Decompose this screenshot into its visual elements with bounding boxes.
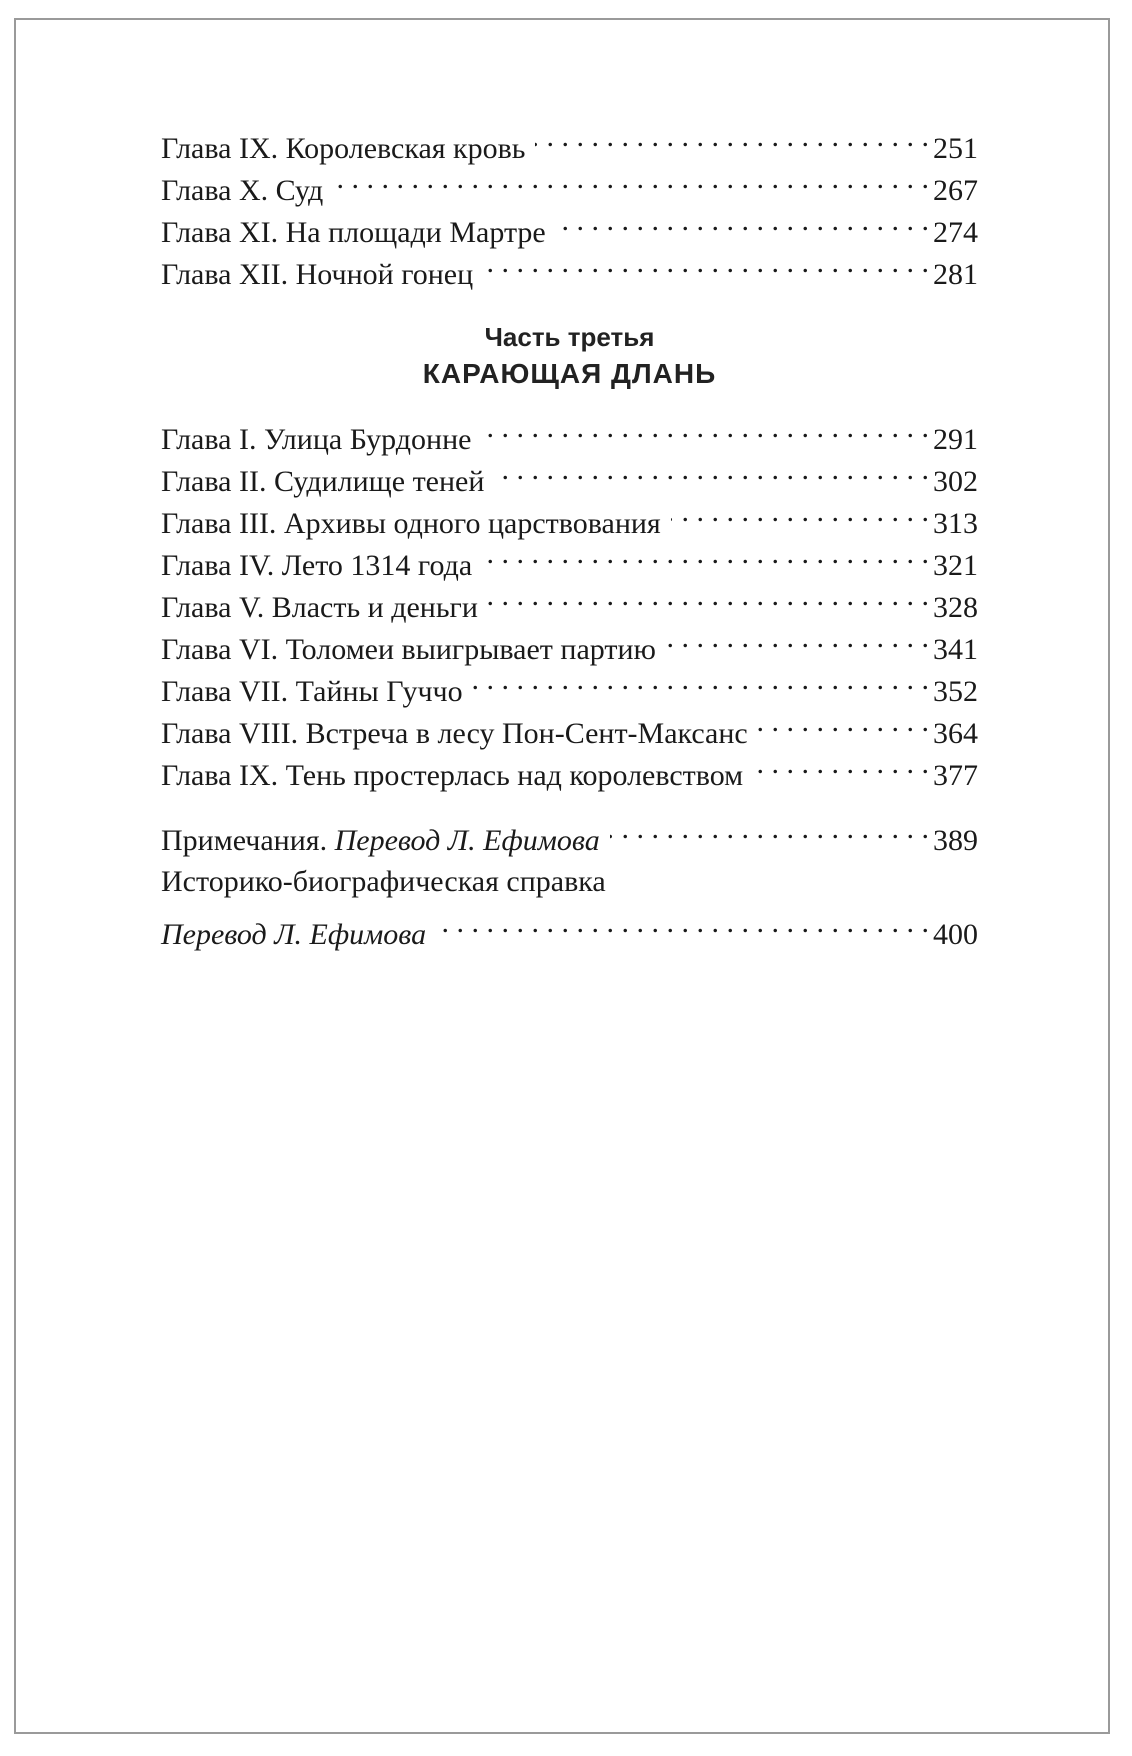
- dot-leader: [666, 617, 929, 659]
- dot-leader: [483, 242, 929, 284]
- toc-entry-page: 400: [933, 918, 978, 951]
- toc-entry-page: 281: [933, 258, 978, 291]
- toc-entry-page: 389: [933, 824, 978, 857]
- toc-entry-page: 313: [933, 507, 978, 540]
- toc-entry-title: Глава XII. Ночной гонец: [161, 258, 474, 291]
- toc-entry-title: Глава XI. На площади Мартре: [161, 216, 546, 249]
- toc-entry-title: Глава IX. Королевская кровь: [161, 132, 526, 165]
- dot-leader: [436, 902, 929, 944]
- toc-entry[interactable]: [161, 116, 978, 165]
- toc-entry-title: Глава X. Суд: [161, 174, 324, 207]
- dot-leader: [494, 449, 929, 491]
- toc-entry-bio[interactable]: [161, 902, 978, 951]
- toc-entry-page: 364: [933, 717, 978, 750]
- toc-entry[interactable]: [161, 407, 978, 456]
- dot-leader: [535, 116, 929, 158]
- toc-part2-tail: [161, 116, 978, 291]
- toc-entry-page: 251: [933, 132, 978, 165]
- toc-entry-notes[interactable]: [161, 808, 978, 857]
- toc-entry-page: 377: [933, 759, 978, 792]
- dot-leader: [473, 659, 929, 701]
- toc-entry-page: 328: [933, 591, 978, 624]
- toc-appendix: [161, 808, 978, 951]
- bio-title[interactable]: Историко-биографическая справка: [161, 865, 606, 898]
- dot-leader: [333, 158, 929, 200]
- dot-leader: [753, 743, 929, 785]
- notes-translator: Перевод Л. Ефимова: [334, 824, 600, 857]
- toc-entry-page: 302: [933, 465, 978, 498]
- toc-entry-title: Глава IV. Лето 1314 года: [161, 549, 473, 582]
- toc-entry-title: Глава I. Улица Бурдонне: [161, 423, 472, 456]
- toc-entry-page: 341: [933, 633, 978, 666]
- toc-entry-title: Глава VII. Тайны Гуччо: [161, 675, 463, 708]
- part-label: Часть третья: [484, 322, 655, 352]
- dot-leader: [488, 575, 929, 617]
- dot-leader: [556, 200, 929, 242]
- bio-translator: Перевод Л. Ефимова: [161, 918, 427, 951]
- toc-part3: [161, 407, 978, 792]
- toc-entry-title: Глава VI. Толомеи выигрывает партию: [161, 633, 656, 666]
- toc-entry-title: Глава IX. Тень простерлась над королевством: [161, 759, 744, 792]
- toc-entry-page: 267: [933, 174, 978, 207]
- toc-entry-page: 352: [933, 675, 978, 708]
- dot-leader: [482, 533, 929, 575]
- toc-entry-title: Глава III. Архивы одного царствования: [161, 507, 661, 540]
- part-title: КАРАЮЩАЯ ДЛАНЬ: [422, 358, 717, 389]
- toc-entry-title: Глава II. Судилище теней: [161, 465, 485, 498]
- toc-entry-title: Глава VIII. Встреча в лесу Пон-Сент-Максанс: [161, 717, 748, 750]
- dot-leader: [610, 808, 929, 850]
- dot-leader: [481, 407, 929, 449]
- dot-leader: [671, 491, 929, 533]
- toc-entry-title: Глава V. Власть и деньги: [161, 591, 478, 624]
- toc-entry-page: 321: [933, 549, 978, 582]
- toc-entry-page: 274: [933, 216, 978, 249]
- toc-entry-page: 291: [933, 423, 978, 456]
- toc-entry-title: [161, 820, 600, 862]
- dot-leader: [758, 701, 929, 743]
- notes-title: Примечания.: [161, 824, 328, 857]
